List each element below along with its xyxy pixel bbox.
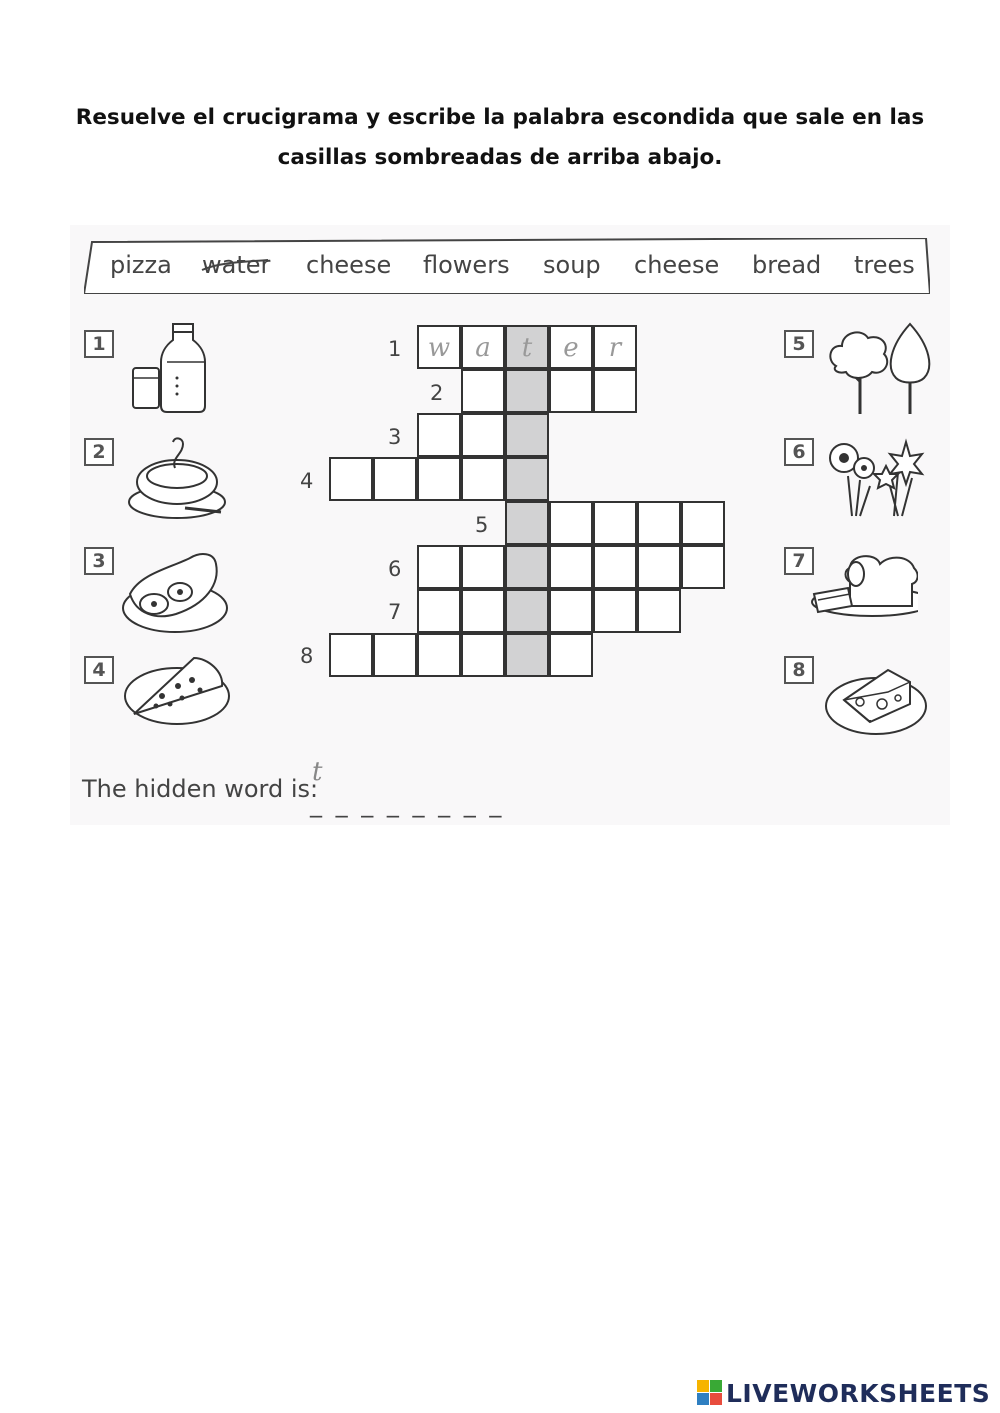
- picture-number-box: 4: [84, 656, 114, 684]
- crossword-letter: [419, 547, 459, 587]
- crossword-cell-shaded[interactable]: [505, 633, 549, 677]
- hidden-word-first-letter: t: [312, 757, 323, 787]
- crossword-letter: [507, 591, 547, 631]
- crossword-cell[interactable]: [681, 501, 725, 545]
- crossword-cell[interactable]: [461, 413, 505, 457]
- crossword-cell[interactable]: [373, 457, 417, 501]
- crossword-letter: [551, 591, 591, 631]
- crossword-letter: [551, 503, 591, 543]
- crossword-letter: [551, 371, 591, 411]
- crossword-cell-shaded[interactable]: [505, 457, 549, 501]
- crossword-letter: [375, 459, 415, 499]
- crossword-letter: r: [608, 333, 622, 363]
- crossword-letter: [595, 547, 635, 587]
- crossword-cell-shaded[interactable]: [505, 589, 549, 633]
- picture-number-box: 1: [84, 330, 114, 358]
- crossword-letter: [507, 635, 547, 675]
- picture-number-box: 3: [84, 547, 114, 575]
- crossword-cell[interactable]: [549, 545, 593, 589]
- crossword-cell-shaded[interactable]: [505, 369, 549, 413]
- crossword-letter: [463, 371, 503, 411]
- trees-icon: [822, 322, 932, 418]
- word-bank-item: pizza: [110, 251, 172, 279]
- word-bank-item: water: [202, 251, 271, 279]
- picture-number-box: 6: [784, 438, 814, 466]
- crossword-letter: [683, 503, 723, 543]
- crossword-letter: [595, 371, 635, 411]
- crossword-letter: [463, 591, 503, 631]
- crossword-letter: [419, 591, 459, 631]
- cheese-icon: [824, 656, 934, 752]
- strikethrough-mark: [200, 258, 270, 272]
- crossword-letter: [331, 459, 371, 499]
- flowers-icon: [822, 432, 932, 528]
- crossword-cell[interactable]: [549, 325, 593, 369]
- crossword-clue-number: 4: [300, 469, 314, 493]
- crossword-letter: [375, 635, 415, 675]
- crossword-cell[interactable]: [417, 633, 461, 677]
- crossword-cell[interactable]: [417, 325, 461, 369]
- crossword-clue-number: 6: [388, 557, 402, 581]
- crossword-letter: t: [521, 333, 533, 363]
- crossword-letter: [639, 591, 679, 631]
- crossword-cell[interactable]: [461, 369, 505, 413]
- crossword-clue-number: 8: [300, 644, 314, 668]
- picture-number-box: 8: [784, 656, 814, 684]
- crossword-letter: [683, 547, 723, 587]
- crossword-cell[interactable]: [637, 589, 681, 633]
- crossword-letter: [639, 547, 679, 587]
- crossword-letter: [419, 459, 459, 499]
- crossword-cell[interactable]: [417, 457, 461, 501]
- crossword-cell[interactable]: [461, 589, 505, 633]
- crossword-cell[interactable]: [417, 545, 461, 589]
- crossword-clue-number: 1: [388, 337, 402, 361]
- crossword-cell[interactable]: [637, 545, 681, 589]
- crossword-cell[interactable]: [417, 413, 461, 457]
- crossword-letter: [507, 459, 547, 499]
- liveworksheets-logo: [697, 1378, 990, 1408]
- soup-bowl-icon: [125, 432, 235, 528]
- crossword-cell[interactable]: [593, 501, 637, 545]
- crossword-cell[interactable]: [549, 369, 593, 413]
- word-bank-item: cheese: [634, 251, 720, 279]
- instruction-text: Resuelve el crucigrama y escribe la palabra escondida que sale en las casillas sombreadas de arriba abajo.: [75, 105, 925, 170]
- crossword-letter: [507, 415, 547, 455]
- crossword-cell[interactable]: [637, 501, 681, 545]
- crossword-cell[interactable]: [373, 633, 417, 677]
- crossword-cell[interactable]: [593, 369, 637, 413]
- crossword-cell-shaded[interactable]: [505, 325, 549, 369]
- crossword-cell[interactable]: [549, 501, 593, 545]
- water-bottle-and-glass-icon: [125, 322, 235, 418]
- crossword-cell[interactable]: [329, 457, 373, 501]
- liveworksheets-logo-icon: [697, 1380, 723, 1406]
- bread-loaf-icon: [808, 548, 918, 644]
- hidden-word-blanks[interactable]: _ _ _ _ _ _ _ _: [310, 790, 505, 818]
- ham-icon: [120, 546, 230, 642]
- crossword-cell[interactable]: [593, 589, 637, 633]
- crossword-letter: [507, 547, 547, 587]
- picture-number-box: 2: [84, 438, 114, 466]
- crossword-cell[interactable]: [593, 325, 637, 369]
- crossword-letter: [331, 635, 371, 675]
- word-bank-item: flowers: [423, 251, 510, 279]
- crossword-letter: [639, 503, 679, 543]
- word-bank-item: trees: [854, 251, 915, 279]
- crossword-letter: [551, 547, 591, 587]
- crossword-cell-shaded[interactable]: [505, 501, 549, 545]
- crossword-cell[interactable]: [593, 545, 637, 589]
- crossword-letter: [507, 503, 547, 543]
- crossword-letter: [595, 591, 635, 631]
- word-bank-item: soup: [543, 251, 601, 279]
- crossword-letter: [419, 415, 459, 455]
- picture-number-box: 5: [784, 330, 814, 358]
- crossword-letter: [463, 547, 503, 587]
- crossword-cell[interactable]: [681, 545, 725, 589]
- crossword-letter: [507, 371, 547, 411]
- picture-number-box: 7: [784, 547, 814, 575]
- crossword-letter: a: [475, 333, 491, 363]
- crossword-letter: [551, 635, 591, 675]
- crossword-letter: w: [427, 333, 451, 363]
- crossword-clue-number: 2: [430, 381, 444, 405]
- crossword-cell-shaded[interactable]: [505, 413, 549, 457]
- crossword-cell-shaded[interactable]: [505, 545, 549, 589]
- word-bank-item: bread: [752, 251, 822, 279]
- crossword-cell[interactable]: [417, 589, 461, 633]
- crossword-clue-number: 7: [388, 600, 402, 624]
- crossword-letter: [595, 503, 635, 543]
- crossword-cell[interactable]: [461, 545, 505, 589]
- crossword-letter: [419, 635, 459, 675]
- brand-name: LIVEWORKSHEETS: [726, 1378, 991, 1408]
- crossword-cell[interactable]: [329, 633, 373, 677]
- crossword-cell[interactable]: [461, 457, 505, 501]
- crossword-letter: e: [563, 333, 579, 363]
- pizza-slice-icon: [122, 656, 232, 752]
- crossword-letter: [463, 459, 503, 499]
- crossword-cell[interactable]: [549, 589, 593, 633]
- crossword-clue-number: 3: [388, 425, 402, 449]
- crossword-letter: [463, 415, 503, 455]
- crossword-clue-number: 5: [475, 513, 489, 537]
- crossword-cell[interactable]: [461, 633, 505, 677]
- hidden-word-label: The hidden word is:: [82, 775, 319, 803]
- crossword-letter: [463, 635, 503, 675]
- crossword-cell[interactable]: [549, 633, 593, 677]
- word-bank-item: cheese: [306, 251, 392, 279]
- crossword-cell[interactable]: [461, 325, 505, 369]
